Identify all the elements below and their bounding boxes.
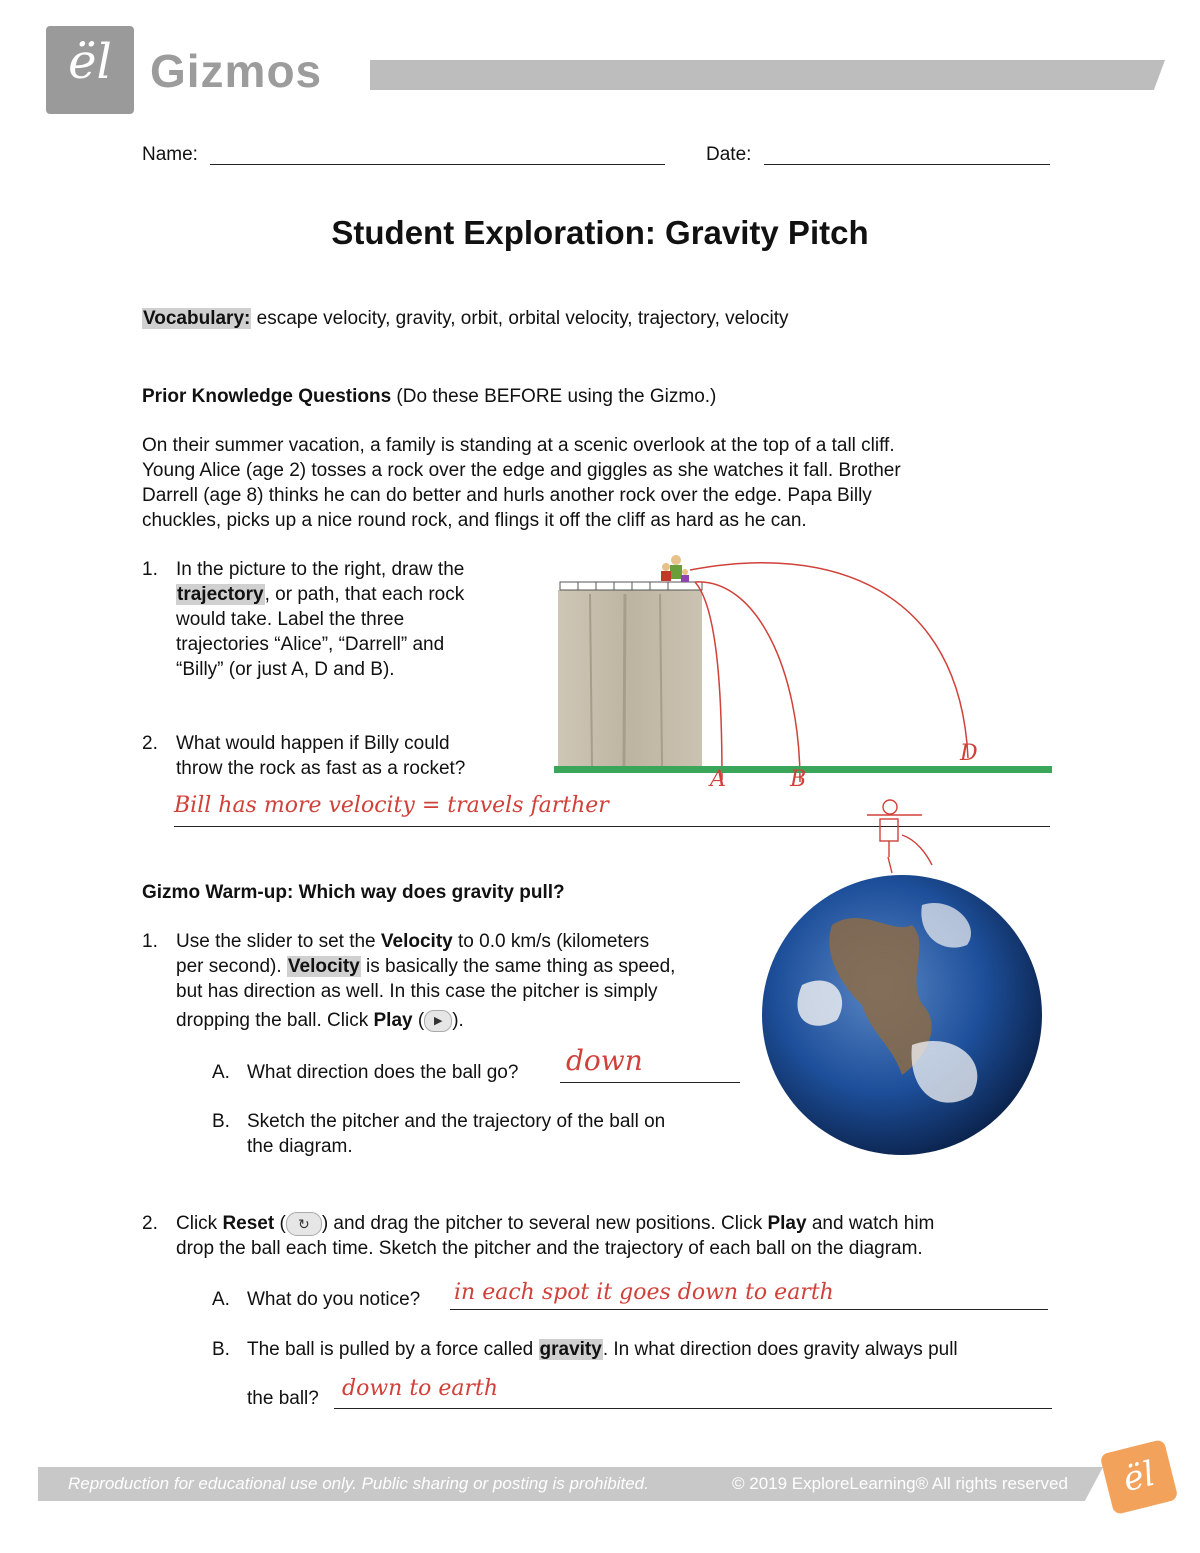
item-letter: B. (212, 1339, 230, 1360)
reset-label: Reset (222, 1213, 275, 1234)
play-label: Play (373, 1010, 413, 1031)
question-number: 1. (142, 559, 158, 580)
q2b-line: the ball? (247, 1388, 319, 1409)
term-velocity-highlight: Velocity (287, 956, 360, 977)
vocabulary-line (142, 306, 788, 331)
footer-copyright: © 2019 ExploreLearning® All rights reserved (732, 1474, 1068, 1493)
prior-heading: Prior Knowledge Questions (142, 386, 392, 407)
header-bar (370, 60, 1165, 90)
wq2-line: drop the ball each time. Sketch the pitcher and the trajectory of each ball on the diagram. (176, 1238, 923, 1259)
q2a-text: What do you notice? (247, 1289, 421, 1310)
item-letter: A. (212, 1289, 230, 1310)
wq2-text: and watch him (806, 1213, 935, 1234)
wq2-text: Click (176, 1213, 223, 1234)
logo-glyph: ël (68, 34, 112, 90)
term-velocity: Velocity (380, 931, 453, 952)
q2b-answer-blank[interactable] (334, 1408, 1052, 1409)
warmup-heading: Gizmo Warm-up: Which way does gravity pull? (142, 882, 565, 903)
label-b: B (790, 767, 807, 792)
overlook-railing (560, 582, 702, 590)
label-d: D (960, 741, 978, 766)
q2b-text: The ball is pulled by a force called (247, 1339, 539, 1360)
question-number: 2. (142, 1213, 158, 1234)
play-icon[interactable]: ▶ (424, 1010, 452, 1032)
family-figures (661, 555, 689, 582)
question-number: 2. (142, 733, 158, 754)
paragraph-line: Darrell (age 8) thinks he can do better and hurls another rock over the edge. Papa Billy (142, 485, 872, 506)
wq1-line (176, 929, 750, 954)
wq1-text: Use the slider to set the (176, 931, 381, 952)
q2a-answer-blank[interactable] (450, 1309, 1048, 1310)
trajectory-darrell (695, 582, 800, 782)
wq1-text: to 0.0 km/s (kilometers (452, 931, 650, 952)
date-blank[interactable] (764, 164, 1050, 165)
paragraph-line: On their summer vacation, a family is standing at a scenic overlook at the top of a tall cliff. (142, 435, 895, 456)
wq1-line (176, 1008, 750, 1033)
footer-notice: Reproduction for educational use only. Public sharing or posting is prohibited. (68, 1474, 649, 1493)
q1-line (176, 582, 540, 607)
paragraph-line: chuckles, picks up a nice round rock, and flings it off the cliff as hard as he can. (142, 510, 807, 531)
prior-heading-line (142, 384, 716, 409)
vocabulary-terms: escape velocity, gravity, orbit, orbital velocity, trajectory, velocity (251, 308, 789, 329)
warmup-question-1 (0, 929, 750, 1033)
q2b-text: . In what direction does gravity always pull (602, 1339, 958, 1360)
term-gravity: gravity (539, 1339, 602, 1360)
wq2-text: ) and drag the pitcher to several new positions. Click (321, 1213, 768, 1234)
q1-line: would take. Label the three (176, 609, 405, 630)
label-a: A (710, 767, 726, 792)
wq1-line: but has direction as well. In this case the pitcher is simply (176, 981, 658, 1002)
q2-line: What would happen if Billy could (176, 733, 450, 754)
q1a-text: What direction does the ball go? (247, 1062, 519, 1083)
wq1-text: dropping the ball. Click (176, 1010, 374, 1031)
q1a-answer: down (566, 1044, 643, 1077)
q1-text: , or path, that each rock (264, 584, 465, 605)
page-title: Student Exploration: Gravity Pitch (331, 214, 869, 251)
prior-paragraph (142, 433, 1042, 533)
term-trajectory: trajectory (177, 584, 264, 605)
question-number: 1. (142, 931, 158, 952)
brand-name: Gizmos (150, 45, 323, 97)
q1-line: “Billy” (or just A, D and B). (176, 659, 395, 680)
q1b-line: Sketch the pitcher and the trajectory of the ball on (247, 1111, 666, 1132)
q2a-answer: in each spot it goes down to earth (454, 1280, 834, 1305)
prior-note: (Do these BEFORE using the Gizmo.) (391, 386, 717, 407)
q1-line: trajectories “Alice”, “Darrell” and (176, 634, 445, 655)
pitcher-sketch (867, 800, 932, 873)
warmup-q2-b (0, 1337, 1060, 1411)
item-letter: A. (212, 1062, 230, 1083)
q2-answer: Bill has more velocity = travels farther (174, 793, 609, 818)
paragraph-line: Young Alice (age 2) tosses a rock over the edge and giggles as she watches it fall. Brother (142, 460, 901, 481)
footer-logo: ël (1099, 1439, 1178, 1515)
vocabulary-label: Vocabulary: (143, 308, 251, 329)
q1a-answer-blank[interactable] (560, 1082, 740, 1083)
wq1-text: per second). (176, 956, 287, 977)
earth-diagram (742, 795, 1062, 1160)
name-label: Name: (142, 144, 198, 165)
name-blank[interactable] (210, 164, 665, 165)
cliff-crack (624, 594, 625, 766)
warmup-q1-b (0, 1109, 760, 1159)
wq1-text: ( (412, 1010, 425, 1031)
wq1-text: ). (452, 1010, 464, 1031)
date-label: Date: (706, 144, 752, 165)
wq2-line (176, 1211, 1060, 1236)
question-1 (0, 557, 540, 682)
cliff-diagram (550, 548, 1055, 793)
q2b-answer: down to earth (342, 1376, 499, 1401)
warmup-question-2 (0, 1211, 1060, 1261)
reset-icon[interactable]: ↻ (286, 1212, 322, 1236)
play-label: Play (767, 1213, 807, 1234)
wq1-line (176, 954, 750, 979)
question-2 (0, 731, 540, 781)
wq2-text: ( (274, 1213, 286, 1234)
q1b-line: the diagram. (247, 1136, 353, 1157)
cloud (797, 980, 842, 1025)
q1-line: In the picture to the right, draw the (176, 559, 465, 580)
wq1-text: is basically the same thing as speed, (360, 956, 676, 977)
q2-line: throw the rock as fast as a rocket? (176, 758, 466, 779)
cliff (558, 590, 702, 768)
q2b-line (247, 1337, 1060, 1362)
item-letter: B. (212, 1111, 230, 1132)
